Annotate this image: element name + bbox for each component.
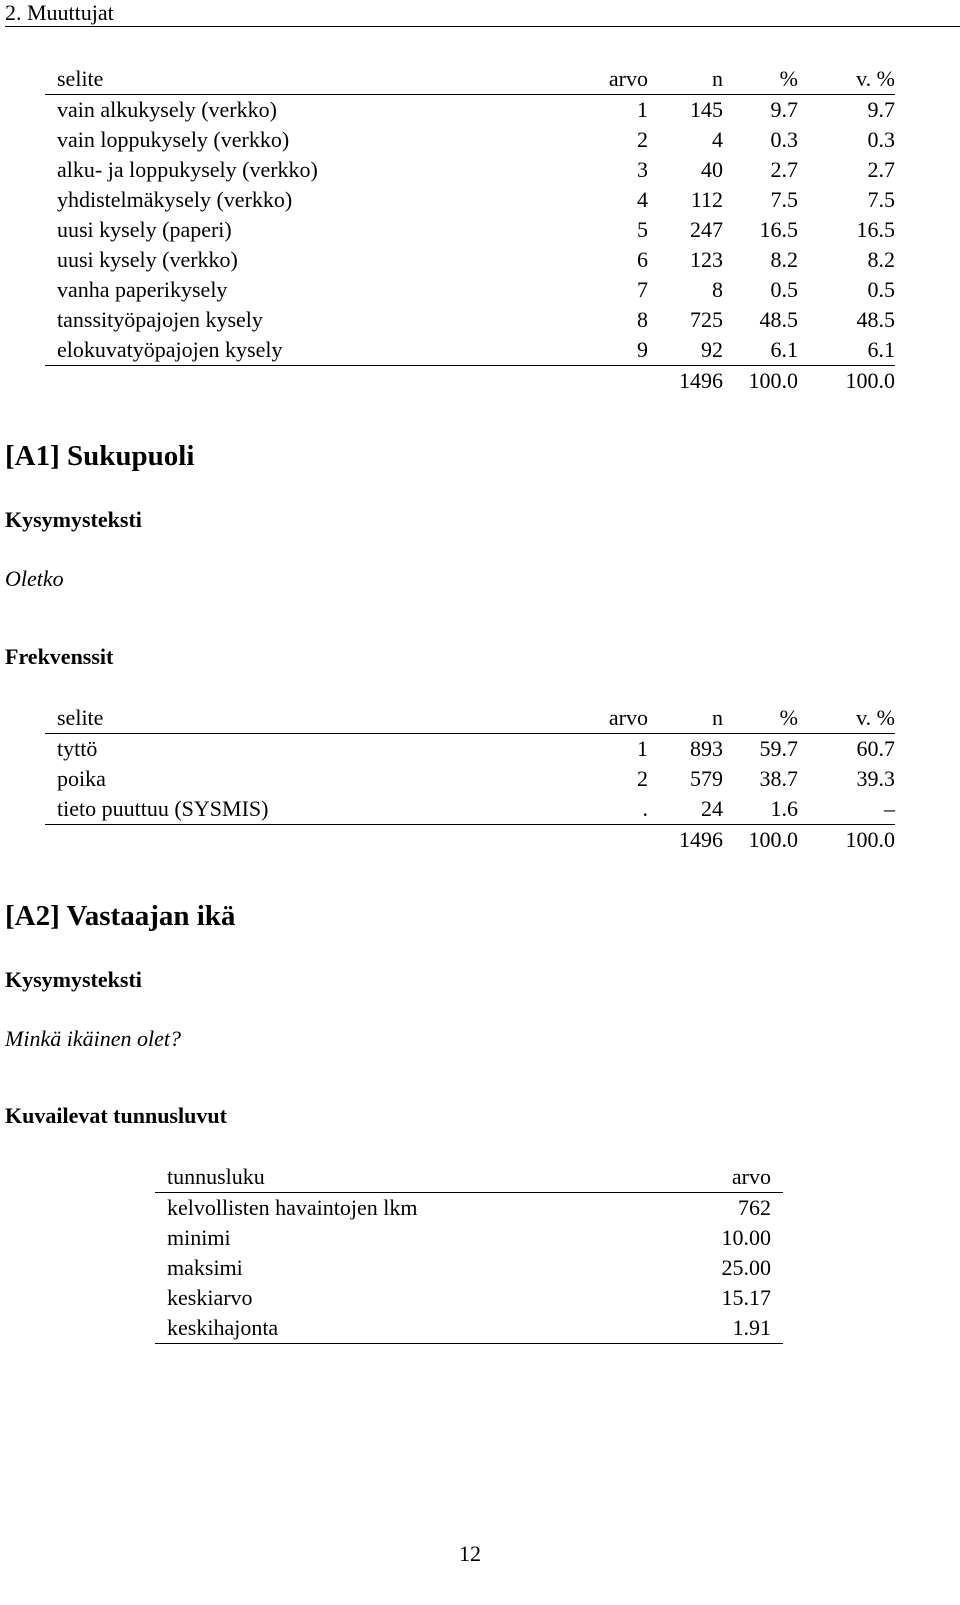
table-row bbox=[45, 215, 895, 245]
table-row bbox=[155, 1313, 783, 1344]
table-cell: 0.5 bbox=[867, 277, 895, 302]
table-cell: poika bbox=[57, 766, 106, 791]
table-row bbox=[45, 125, 895, 155]
table-cell: 1496 bbox=[648, 825, 723, 856]
table-cell: 0.3 bbox=[867, 127, 895, 152]
table-cell: 100.0 bbox=[723, 825, 798, 856]
table-cell: 8.2 bbox=[867, 247, 895, 272]
table-header-row bbox=[45, 64, 895, 95]
table-cell: 762 bbox=[738, 1195, 771, 1220]
column-header: n bbox=[648, 703, 723, 734]
table-cell bbox=[45, 825, 525, 856]
table-cell: 893 bbox=[690, 736, 723, 761]
table-row bbox=[45, 734, 895, 765]
chapter-header: 2. Muuttujat bbox=[5, 0, 114, 25]
table-cell: 1496 bbox=[648, 366, 723, 397]
table-total-row bbox=[45, 366, 895, 397]
table-cell: 112 bbox=[690, 187, 723, 212]
column-header: arvo bbox=[525, 703, 648, 734]
frequency-table-data-source bbox=[45, 64, 895, 396]
table-cell: 4 bbox=[637, 187, 648, 212]
table-total-row bbox=[45, 825, 895, 856]
section-title-a2: [A2] Vastaajan ikä bbox=[5, 900, 236, 932]
table-cell: 15.17 bbox=[721, 1285, 771, 1310]
table-cell: 1 bbox=[637, 97, 648, 122]
column-header: arvo bbox=[595, 1162, 783, 1193]
table-cell: 7.5 bbox=[867, 187, 895, 212]
table-row bbox=[45, 794, 895, 825]
table-cell: 60.7 bbox=[856, 736, 895, 761]
table-cell: 25.00 bbox=[721, 1255, 771, 1280]
table-cell: 247 bbox=[690, 217, 723, 242]
table-cell: 9.7 bbox=[867, 97, 895, 122]
table-row bbox=[45, 185, 895, 215]
table-row bbox=[45, 335, 895, 366]
table-cell: – bbox=[884, 796, 895, 821]
table-cell: vanha paperikysely bbox=[57, 277, 228, 302]
stats-heading-a2: Kuvailevat tunnusluvut bbox=[5, 1103, 227, 1128]
column-header: v. % bbox=[798, 64, 895, 95]
column-header: % bbox=[723, 703, 798, 734]
column-header: n bbox=[648, 64, 723, 95]
table-cell: vain alkukysely (verkko) bbox=[57, 97, 277, 122]
table-row bbox=[45, 305, 895, 335]
table-cell: 100.0 bbox=[798, 366, 895, 397]
frequency-table-gender bbox=[45, 703, 895, 855]
descriptive-stats-table bbox=[155, 1162, 783, 1344]
table-cell: alku- ja loppukysely (verkko) bbox=[57, 157, 318, 182]
table-row bbox=[45, 95, 895, 126]
table-cell: 100.0 bbox=[723, 366, 798, 397]
table-cell: elokuvatyöpajojen kysely bbox=[57, 337, 283, 362]
table-cell: 1.6 bbox=[770, 796, 798, 821]
column-header: selite bbox=[45, 64, 525, 95]
table-row bbox=[45, 275, 895, 305]
table-cell bbox=[525, 825, 648, 856]
table-header-row bbox=[45, 703, 895, 734]
header-rule bbox=[5, 26, 960, 27]
table-cell: keskiarvo bbox=[167, 1285, 253, 1310]
table-row bbox=[45, 155, 895, 185]
table-cell: 16.5 bbox=[856, 217, 895, 242]
table-cell: 92 bbox=[701, 337, 723, 362]
table-cell: minimi bbox=[167, 1225, 231, 1250]
table-cell: 0.5 bbox=[770, 277, 798, 302]
column-header: tunnusluku bbox=[155, 1162, 595, 1193]
table-cell: 39.3 bbox=[856, 766, 895, 791]
table-cell: 725 bbox=[690, 307, 723, 332]
table-cell: uusi kysely (paperi) bbox=[57, 217, 232, 242]
page-number: 12 bbox=[459, 1541, 481, 1566]
table-cell: 4 bbox=[712, 127, 723, 152]
table-cell: tanssityöpajojen kysely bbox=[57, 307, 263, 332]
column-header: % bbox=[723, 64, 798, 95]
table-cell: 1 bbox=[637, 736, 648, 761]
table-cell: 0.3 bbox=[770, 127, 798, 152]
table-cell: maksimi bbox=[167, 1255, 243, 1280]
table-cell bbox=[45, 366, 525, 397]
column-header: v. % bbox=[798, 703, 895, 734]
table-cell: keskihajonta bbox=[155, 1313, 595, 1344]
question-heading-a2: Kysymysteksti bbox=[5, 967, 142, 992]
table-cell: 100.0 bbox=[798, 825, 895, 856]
table-cell: 579 bbox=[690, 766, 723, 791]
table-cell: 145 bbox=[690, 97, 723, 122]
table-row bbox=[45, 245, 895, 275]
table-cell: 6.1 bbox=[770, 337, 798, 362]
table-cell: kelvollisten havaintojen lkm bbox=[167, 1195, 418, 1220]
frequencies-heading-a1: Frekvenssit bbox=[5, 644, 114, 669]
table-header-row bbox=[155, 1162, 783, 1193]
table-cell: 1.91 bbox=[595, 1313, 783, 1344]
table-cell: 48.5 bbox=[759, 307, 798, 332]
table-cell: 6.1 bbox=[867, 337, 895, 362]
question-text-a2: Minkä ikäinen olet? bbox=[5, 1026, 181, 1051]
table-cell: 2 bbox=[637, 766, 648, 791]
table-row bbox=[155, 1253, 783, 1283]
table-cell bbox=[525, 366, 648, 397]
table-cell: uusi kysely (verkko) bbox=[57, 247, 238, 272]
table-row bbox=[155, 1193, 783, 1224]
table-cell: 10.00 bbox=[721, 1225, 771, 1250]
question-text-a1: Oletko bbox=[5, 566, 64, 591]
table-cell: 9 bbox=[637, 337, 648, 362]
table-cell: 59.7 bbox=[759, 736, 798, 761]
table-cell: 8.2 bbox=[770, 247, 798, 272]
table-cell: 8 bbox=[712, 277, 723, 302]
table-cell: yhdistelmäkysely (verkko) bbox=[57, 187, 293, 212]
column-header: selite bbox=[45, 703, 525, 734]
table-cell: 3 bbox=[637, 157, 648, 182]
table-cell: 24 bbox=[701, 796, 723, 821]
table-cell: 5 bbox=[637, 217, 648, 242]
table-row bbox=[155, 1283, 783, 1313]
table-cell: 123 bbox=[690, 247, 723, 272]
table-cell: 8 bbox=[637, 307, 648, 332]
column-header: arvo bbox=[525, 64, 648, 95]
table-cell: . bbox=[642, 796, 648, 821]
table-cell: tyttö bbox=[57, 736, 98, 761]
table-cell: vain loppukysely (verkko) bbox=[57, 127, 290, 152]
table-cell: 2 bbox=[637, 127, 648, 152]
table-cell: 40 bbox=[701, 157, 723, 182]
table-cell: 6 bbox=[637, 247, 648, 272]
table-cell: 7 bbox=[637, 277, 648, 302]
table-cell: 7.5 bbox=[770, 187, 798, 212]
table-cell: 9.7 bbox=[770, 97, 798, 122]
table-cell: 2.7 bbox=[770, 157, 798, 182]
question-heading-a1: Kysymysteksti bbox=[5, 507, 142, 532]
table-cell: 16.5 bbox=[759, 217, 798, 242]
table-cell: tieto puuttuu (SYSMIS) bbox=[57, 796, 269, 821]
section-title-a1: [A1] Sukupuoli bbox=[5, 440, 195, 472]
table-cell: 38.7 bbox=[759, 766, 798, 791]
table-cell: 48.5 bbox=[856, 307, 895, 332]
table-row bbox=[155, 1223, 783, 1253]
table-row bbox=[45, 764, 895, 794]
table-cell: 2.7 bbox=[867, 157, 895, 182]
